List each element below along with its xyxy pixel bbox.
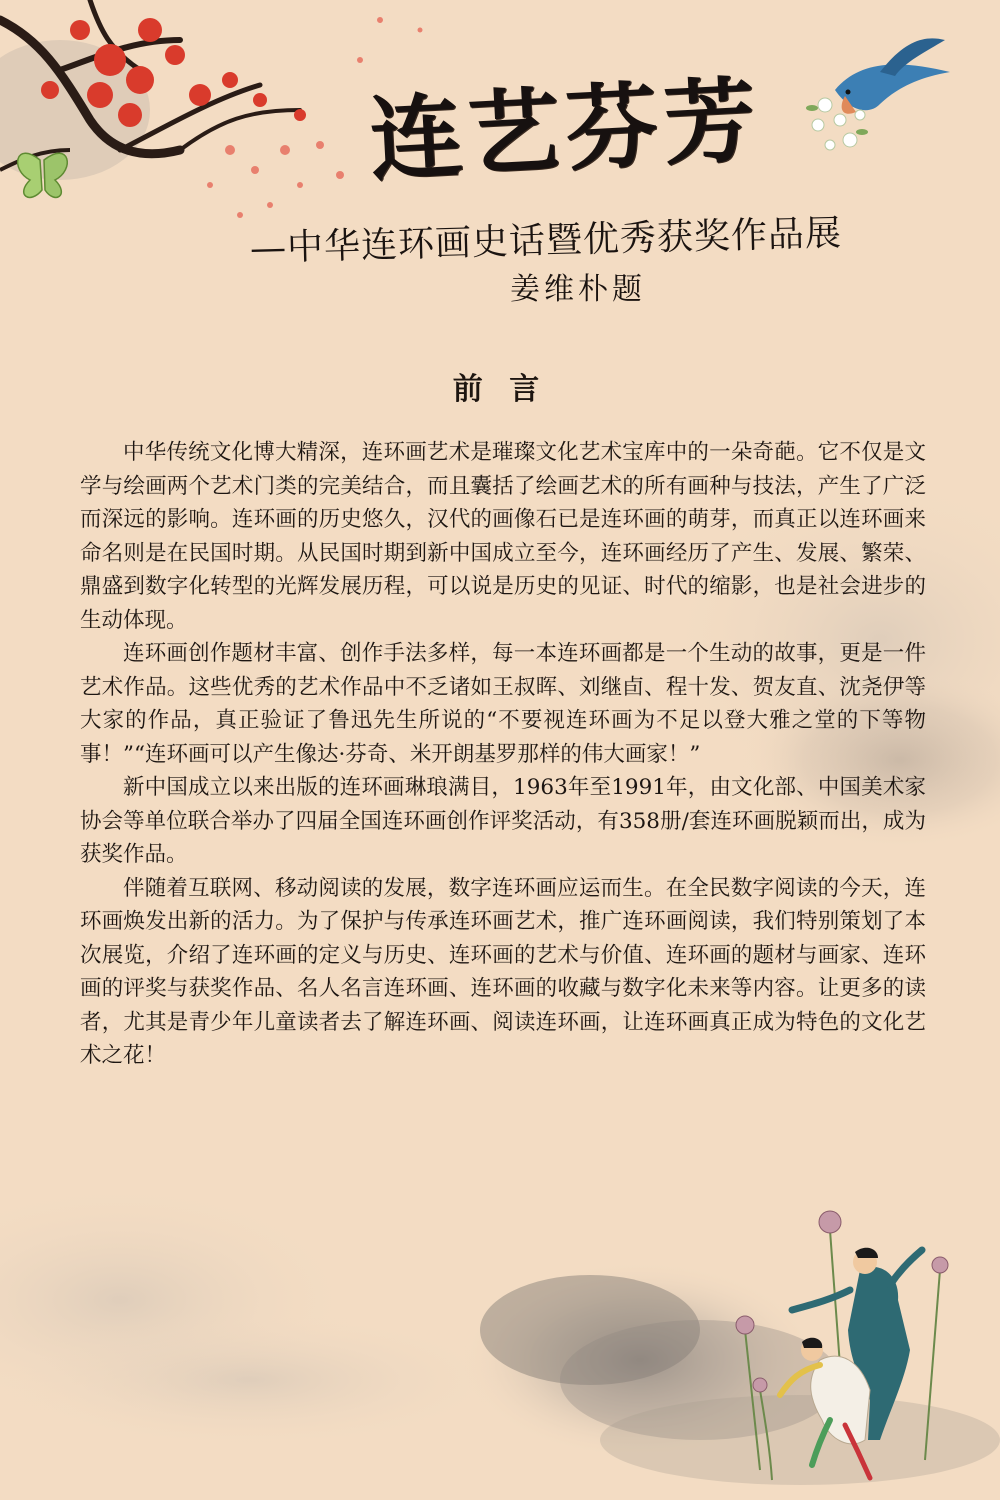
- preface-paragraph: 伴随着互联网、移动阅读的发展，数字连环画应运而生。在全民数字阅读的今天，连环画焕发出新的活力。为了保护与传承连环画艺术，推广连环画阅读，我们特别策划了本次展览，介绍了连环画的定义与历史、连环画的艺术与价值、连环画的题材与画家、连环画的评奖与获奖作品、名人名言连环画、连环画的收藏与数字化未来等内容。让更多的读者，尤其是青少年儿童读者去了解连环画、阅读连环画，让连环画真正成为特色的文化艺术之花！: [80, 875, 926, 1068]
- poster-title: 连艺芬芳: [367, 65, 765, 194]
- preface-paragraph: 连环画创作题材丰富、创作手法多样，每一本连环画都是一个生动的故事，更是一件艺术作品。这些优秀的艺术作品中不乏诸如王叔晖、刘继卣、程十发、贺友直、沈尧伊等大家的作品，真正验证了鲁迅先生所说的“不要视连环画为不足以登大雅之堂的下等物事！”“连环画可以产生像达·芬奇、米开朗基罗那样的伟大画家！”: [80, 641, 926, 767]
- preface-paragraph: 中华传统文化博大精深，连环画艺术是璀璨文化艺术宝库中的一朵奇葩。它不仅是文学与绘画两个艺术门类的完美结合，而且囊括了绘画艺术的所有画种与技法，产生了广泛而深远的影响。连环画的历史悠久，汉代的画像石已是连环画的萌芽，而真正以连环画来命名则是在民国时期。从民国时期到新中国成立至今，连环画经历了产生、发展、繁荣、鼎盛到数字化转型的光辉发展历程，可以说是历史的见证、时代的缩影，也是社会进步的生动体现。: [80, 440, 926, 633]
- poster-subtitle: —中华连环画史话暨优秀获奖作品展: [249, 212, 843, 270]
- preface-paragraph: 新中国成立以来出版的连环画琳琅满目，1963年至1991年，由文化部、中国美术家协会等单位联合举办了四届全国连环画创作评奖活动，有358册/套连环画脱颖而出，成为获奖作品。: [80, 775, 926, 867]
- preface-body: [80, 436, 926, 1073]
- calligrapher-signature: 姜维朴题: [510, 272, 646, 307]
- preface-heading: 前 言: [452, 372, 548, 407]
